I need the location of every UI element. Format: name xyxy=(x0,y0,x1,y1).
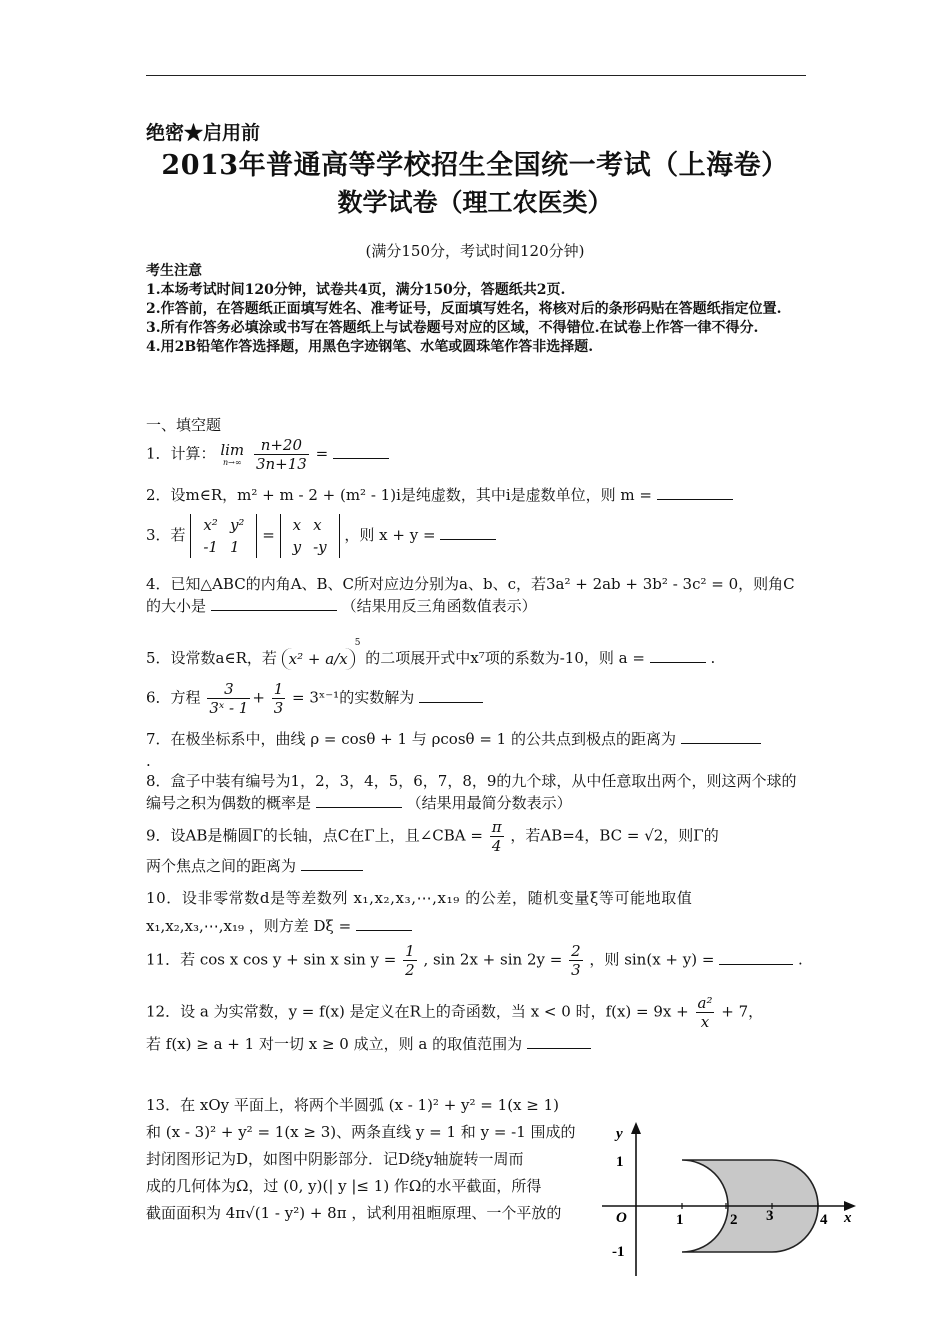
question-6: 6．方程 $\frac{3}{\text{3ˣ - 1}}$ + $\frac{1}{3}$ = 3ˣ⁻¹的实数解为 xyxy=(146,680,808,717)
q11-fraction-1 xyxy=(403,942,417,979)
q11-post: ，则 sin(x + y) = xyxy=(589,950,715,969)
q12-line1: 12．设 a 为实常数，y = f(x) 是定义在R上的奇函数，当 x < 0 时，f(x) = 9x + xyxy=(146,1002,689,1021)
y-axis-arrow xyxy=(631,1122,641,1134)
q11-num1: 1 xyxy=(405,942,415,960)
q1-lim-text: lim xyxy=(220,440,245,459)
notice-item: 1.本场考试时间120分钟，试卷共4页，满分150分，答题纸共2页. xyxy=(146,282,566,298)
x-axis-label: x xyxy=(844,1210,852,1226)
q2-text: 2．设m∈R，m² + m - 2 + (m² - 1)i是纯虚数，其中i是虚数单位，则 m = xyxy=(146,486,652,504)
q10-line1: 10．设非零常数d是等差数列 x₁,x₂,x₃,⋯,x₁₉ 的公差，随机变量ξ等可能地取值 xyxy=(146,889,693,907)
q4-text: 4．已知△ABC的内角A、B、C所对应边分别为a、b、c，若3a² + 2ab + 3b² - 3c² = 0，则角C的大小是 xyxy=(146,575,795,615)
q13-line: 和 (x - 3)² + y² = 1(x ≥ 3)、两条直线 y = 1 和 y = -1 围成的 xyxy=(146,1123,576,1141)
question-10 xyxy=(146,884,808,940)
question-13 xyxy=(146,1092,586,1227)
question-1 xyxy=(146,436,808,473)
q1-answer-blank[interactable] xyxy=(333,444,389,459)
q11-pre: 11．若 cos x cos y + sin x sin y = xyxy=(146,950,397,969)
x-tick-label: 4 xyxy=(820,1212,828,1228)
q9-mid: ，若AB=4，BC = √2，则Γ的 xyxy=(510,826,719,845)
notice-item: 4.用2B铅笔作答选择题，用黑色字迹钢笔、水笔或圆珠笔作答非选择题. xyxy=(146,339,594,355)
exam-info: (满分150分，考试时间120分钟) xyxy=(365,242,585,260)
q9-pre: 9．设AB是椭圆Γ的长轴，点C在Γ上，且∠CBA = xyxy=(146,826,483,845)
q11-dot: . xyxy=(798,950,803,969)
notice-item: 3.所有作答务必填涂或书写在答题纸上与试卷题号对应的区域，不得错位.在试卷上作答一律不得分. xyxy=(146,320,759,336)
q11-fraction-2 xyxy=(569,942,583,979)
q9-fraction xyxy=(490,818,504,855)
origin-label: O xyxy=(616,1210,627,1226)
x-tick-label: 1 xyxy=(676,1212,684,1228)
q12-num: a² xyxy=(697,994,713,1012)
q3-determinant-right xyxy=(280,514,340,558)
q13-figure xyxy=(600,1120,860,1280)
q6-pre: 6．方程 xyxy=(146,688,201,707)
notice-block xyxy=(146,262,808,357)
y-tick-label: 1 xyxy=(616,1154,624,1170)
q8-tail: （结果用最简分数表示） xyxy=(406,794,572,812)
notice-heading: 考生注意 xyxy=(146,263,202,279)
secret-label: 绝密★启用前 xyxy=(146,122,261,144)
header-rule xyxy=(146,75,806,76)
q3-determinant-left xyxy=(190,514,257,558)
q3-b22: -y xyxy=(313,538,327,556)
q7-answer-blank[interactable] xyxy=(681,729,761,744)
q8-answer-blank[interactable] xyxy=(316,793,402,808)
question-11 xyxy=(146,942,808,979)
q1-denominator: 3n+13 xyxy=(255,455,307,473)
q1-lim-sub: n→∞ xyxy=(222,457,242,467)
q3-b11: x xyxy=(292,516,302,534)
q5-pre: 5．设常数a∈R，若 xyxy=(146,649,277,667)
y-axis-label: y xyxy=(616,1126,623,1142)
q11-den2: 3 xyxy=(571,961,581,979)
question-7 xyxy=(146,728,808,772)
notice-item: 2.作答前，在答题纸正面填写姓名、准考证号，反面填写姓名，将核对后的条形码贴在答题纸指定位置. xyxy=(146,301,782,317)
q12-line2: 若 f(x) ≥ a + 1 对一切 x ≥ 0 成立，则 a 的取值范围为 xyxy=(146,1035,523,1053)
q10-answer-blank[interactable] xyxy=(356,916,412,931)
q9-den: 4 xyxy=(491,837,502,855)
exam-subject-title: 数学试卷（理工农医类） xyxy=(337,188,613,217)
q3-answer-blank[interactable] xyxy=(440,525,496,540)
q6-answer-blank[interactable] xyxy=(419,688,483,703)
q5-answer-blank[interactable] xyxy=(650,648,706,663)
q2-answer-blank[interactable] xyxy=(657,485,733,500)
y-tick-label: -1 xyxy=(612,1244,625,1260)
q3-number: 3．若 xyxy=(146,526,186,544)
q12-fraction xyxy=(696,994,715,1031)
q10-line2: x₁,x₂,x₃,⋯,x₁₉ ，则方差 Dξ = xyxy=(146,917,352,935)
question-8 xyxy=(146,770,808,814)
q5-binomial xyxy=(282,648,355,670)
q7-text: 7．在极坐标系中，曲线 ρ = cosθ + 1 与 ρcosθ = 1 的公共点到极点的距离为 xyxy=(146,730,676,748)
q5-exponent: 5 xyxy=(354,638,361,648)
question-4 xyxy=(146,573,808,617)
q9-line2: 两个焦点之间的距离为 xyxy=(146,857,297,875)
q5-binomial-inner: x² + a/x xyxy=(288,650,348,668)
q1-fraction xyxy=(254,436,309,473)
q3-a12: y² xyxy=(229,516,245,534)
section-heading: 一、填空题 xyxy=(146,416,222,434)
q6-num2: 1 xyxy=(273,680,284,698)
q1-limit xyxy=(220,440,245,467)
q3-b21: y xyxy=(292,538,302,556)
q12-tail: + 7， xyxy=(721,1002,764,1021)
question-5: 5．设常数a∈R，若 $x^2 + a/x^5$ 的二项展开式中x⁷项的系数为-10，则 a = . xyxy=(146,638,716,668)
q1-numerator: n+20 xyxy=(254,436,309,455)
q13-line: 成的几何体为Ω，过 (0, y)(| y |≤ 1) 作Ω的水平截面，所得 xyxy=(146,1177,542,1195)
q11-den1: 2 xyxy=(405,961,415,979)
exam-title: 2013年普通高等学校招生全国统一考试（上海卷） xyxy=(161,150,789,181)
q9-num: π xyxy=(491,818,502,836)
question-2 xyxy=(146,484,808,506)
q3-a22: 1 xyxy=(229,538,240,556)
q1-number: 1．计算： xyxy=(146,444,216,463)
q6-fraction-1 xyxy=(207,680,250,717)
q6-fraction-2 xyxy=(272,680,286,717)
q11-num2: 2 xyxy=(571,942,581,960)
question-12 xyxy=(146,994,808,1055)
q6-num1: 3 xyxy=(207,680,250,699)
q13-line: 截面面积为 4π√(1 - y²) + 8π ，试利用祖暅原理、一个平放的 xyxy=(146,1204,562,1222)
q3-tail: ，则 x + y = xyxy=(344,526,436,544)
question-9 xyxy=(146,818,808,877)
q6-den2: 3 xyxy=(273,699,284,717)
q13-line: 封闭图形记为D，如图中阴影部分．记D绕y轴旋转一周而 xyxy=(146,1150,524,1168)
q8-text: 8．盒子中装有编号为1，2，3，4，5，6，7，8，9的九个球，从中任意取出两个，则这两个球的编号之积为偶数的概率是 xyxy=(146,772,797,812)
q6-den1: 3ˣ - 1 xyxy=(209,699,249,717)
x-tick-label: 2 xyxy=(730,1212,738,1228)
q9-answer-blank[interactable] xyxy=(301,856,363,871)
x-tick-label: 3 xyxy=(766,1208,774,1224)
q5-post: 的二项展开式中x⁷项的系数为-10，则 a = xyxy=(365,649,645,667)
q3-a11: x² xyxy=(203,516,218,534)
q12-answer-blank[interactable] xyxy=(527,1034,591,1049)
q4-tail: （结果用反三角函数值表示） xyxy=(341,597,537,615)
q6-post: = 3ˣ⁻¹的实数解为 xyxy=(292,688,415,707)
q4-answer-blank[interactable] xyxy=(211,596,337,611)
q12-den: x xyxy=(700,1013,710,1031)
q13-line: 13．在 xOy 平面上，将两个半圆弧 (x - 1)² + y² = 1(x ≥ 1) xyxy=(146,1096,559,1114)
q7-dot: . xyxy=(146,752,151,770)
question-3: 3．若 x² y² -1 1 = x x y -y ，则 x + y = xyxy=(146,514,808,558)
q3-b12: x xyxy=(313,516,322,534)
q11-mid: , sin 2x + sin 2y = xyxy=(423,950,563,969)
q3-a21: -1 xyxy=(203,538,218,556)
q11-answer-blank[interactable] xyxy=(719,950,793,965)
q1-equals: = xyxy=(315,444,329,463)
